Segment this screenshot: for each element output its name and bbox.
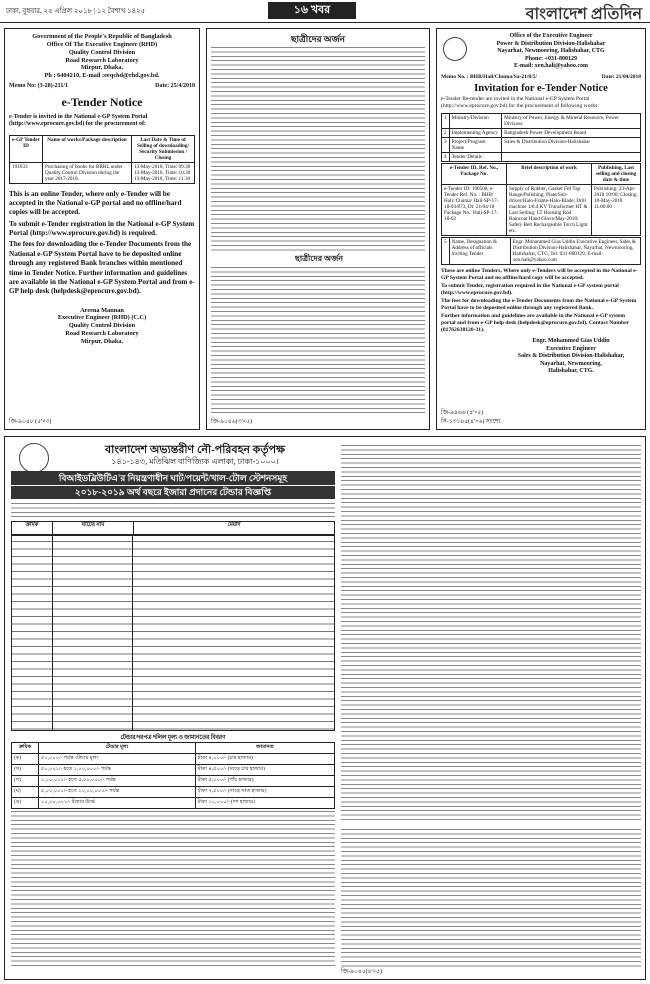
table-cell: 2 (442, 129, 450, 138)
table-cell: Engr. Mohammed Gias Uddin Executive Engineer, Sales & Distribution Division-Halishahar, Nayarhat, Newmooring, Halishahar, CTG, Tel: 031-800129, E-mail: xen.hali@yahoo.com (510, 238, 640, 265)
table-header: Brief description of work (507, 164, 592, 185)
biwta-logo-icon (19, 443, 49, 473)
table-cell: টাকা ৪,৫০০/- (সাড়ে চার হাজার) (195, 765, 334, 776)
sign-line: Areena Mannan (80, 306, 124, 314)
biwta-title: বিআইডব্লিউটিএ'র নিয়ন্ত্রণাধীন ঘাট/পয়েন্ট/খাল-টোল স্টেশনসমূহ (11, 471, 335, 485)
table-cell: Bangladesh Power Development Board (502, 129, 641, 138)
table-cell: ৫,০০,০০১/- হতে ১০,০০,০০০/- পর্যন্ত (39, 787, 196, 798)
memo-number: Memo No. : BHB/Hali/Chuma/Sa-21/8/5/ (441, 73, 537, 80)
fee-table (11, 742, 335, 809)
table-header: ঘাটের নাম (53, 522, 134, 534)
table-cell: 4 (442, 153, 450, 162)
table-header: Publishing, Last selling and closing date & time (592, 164, 641, 185)
org-line: Power & Distribution Division-Halishahar (496, 40, 606, 47)
bpdb-tender-notice (436, 28, 646, 430)
biwta-org: বাংলাদেশ অভ্যন্তরীণ নৌ-পরিবহন কর্তৃপক্ষ (104, 444, 286, 456)
ad-ref: জি-৯০৪৬(৩'×৫) (211, 418, 252, 425)
table-cell: (গ) (12, 776, 39, 787)
notice-para: To submit e-Tender registration in the National e-GP System Portal (http://www.eprocure.gov.bd) is required. (9, 219, 195, 238)
ghat-table-header (11, 521, 335, 535)
table-cell (502, 153, 641, 162)
table-row (12, 765, 335, 776)
org-line: Office of the Executive Engineer (509, 33, 593, 39)
table-cell: টাকা ৪,০০০/- (চার হাজার) (195, 754, 334, 765)
biwta-subtitle: ২০১৮-২০১৯ অর্থ বছরে ইজারা প্রদানের টেন্ডার বিজ্ঞপ্তি (11, 486, 335, 499)
newspaper-brand: বাংলাদেশ প্রতিদিন (525, 6, 642, 23)
table-cell: 1 (442, 114, 450, 129)
notice-intro: e-Tender Re-tender are invited in the National e-GP System Portal (http://www.eprocure.gov.bd) for the procurement of following works: (441, 96, 599, 110)
ad-ref: সি-১৩১৪৫(৪'×৬) সংশো. (441, 418, 502, 425)
org-line: Government of the People's Republic of Bangladesh (32, 33, 172, 40)
signature-block (5, 307, 199, 346)
biwta-tender-notice (4, 436, 646, 980)
table-cell: 13-May-2018, Time: 09:30 13-May-2018, Time: 10:30 13-May-2018, Time: 11:30 (132, 162, 195, 183)
notice-title: Invitation for e-Tender Notice (474, 83, 608, 95)
contact-line: Ph : 6404210, E-mail :eeqchd@rhd.gov.bd. (44, 72, 160, 80)
notice-para: The fees for downloading the e-Tender Documents from the National e-GP System Portal have to be deposited online through any registered Bank branches within mentioned time in Tender Notice. Further information and guidelines are available in the National e-GP System Portal and from e-GP help desk (helpdesk@eprocure.gov.bd). (9, 240, 195, 296)
sign-line: Nayarhat, Newmooring, (540, 360, 602, 367)
details-table (441, 113, 641, 162)
table-row (442, 185, 641, 236)
ad-ref: জি-৯৪৬৬ (৪'×৫) (441, 409, 484, 416)
header-date: ঢাকা, বুধবার, ২৫ এপ্রিল ২০১৮ | ১২ বৈশাখ ১৪২৫ (6, 7, 146, 15)
table-cell: ৫০,০০১/- হতে ১,০০,০০০/- পর্যন্ত (39, 765, 196, 776)
middle-title: ছাত্রীদের অর্জন (290, 34, 345, 44)
tender-table (9, 135, 195, 184)
table-cell: Publishing: 23-Apr-2018 10:00; Closing: 10-May-2018 11.00.00 (592, 185, 641, 236)
table-row (442, 129, 641, 138)
table-cell: (ক) (12, 754, 39, 765)
sign-line: Road Research Laboratory (65, 330, 139, 338)
table-row (12, 776, 335, 787)
table-cell: 191633 (10, 162, 43, 183)
notice-para: The fees for downloading the e-Tender Documents from the National e-GP System Portal have to be deposited online through any registered Bank. (441, 298, 637, 312)
notice-title: e-Tender Notice (61, 94, 143, 109)
table-cell: ৫০,০০০/- পর্যন্ত টেন্ডার মূল্য (39, 754, 196, 765)
biwta-address: ১৪১-১৪৩, মতিঝিল বাণিজ্যিক এলাকা, ঢাকা-১০০০। (111, 457, 279, 466)
org-line: E-mail: xen.hali@yahoo.com (513, 63, 589, 69)
notice-para: These are online Tenders, Where only e-Tenders will be accepted in the National e-GP System Portal and no offline/hard copy will be accepted. (441, 268, 638, 282)
org-line: Quality Control Division (68, 48, 136, 56)
sign-line: Sales & Distribution Division-Halishahar, (517, 353, 625, 360)
notice-para: To submit Tender, registration required in the National e-GP system portal (http://www.eprocure.gov.bd). (441, 283, 619, 297)
sign-line: Executive Engineer (RHD) (C.C) (57, 314, 147, 322)
table-header: Name of works/Package description (43, 135, 132, 162)
table-cell: টাকা ১০,০০০/- (দশ হাজার) (195, 798, 334, 809)
table-row (442, 138, 641, 153)
table-row (442, 238, 641, 265)
conditions-text-block (341, 827, 641, 967)
table-header: ক্রমিক (12, 743, 39, 754)
table-header: Last Date & Time of Selling of downloading/ Security Submission / Closing (132, 135, 195, 162)
rhd-tender-notice (4, 28, 200, 430)
org-line: Office Of The Executive Engineer (RHD) (46, 40, 158, 48)
table-cell: (ঘ) (12, 787, 39, 798)
table-row (10, 162, 195, 183)
table-cell: 3 (442, 138, 450, 153)
conditions-text-block (341, 443, 641, 823)
table-cell: Purchasing of books for BRRL under Quality Control Division during the year 2017-2018. (43, 162, 132, 183)
sign-line: Halishahar, CTG. (548, 368, 594, 375)
table-header: টেন্ডার মূল্য (39, 743, 196, 754)
table-header: e-Tender ID, Ref. No., Package No. (442, 164, 507, 185)
notice-para: This is an online Tender, where only e-Tender will be accepted in the National e-GP portal and no offline/hard copies will be accepted. (9, 189, 182, 217)
table-cell: Implementing Agency (449, 129, 502, 138)
table-row (12, 787, 335, 798)
sign-line: Quality Control Division (68, 322, 136, 330)
table-header: জামানত (195, 743, 334, 754)
memo-date: Date: 25/4/2018 (155, 83, 195, 90)
table-row (442, 114, 641, 129)
table-row (12, 798, 335, 809)
table-cell: 5 (442, 238, 450, 265)
table-cell: টাকা ৫,০০০/- (পাঁচ হাজার) (195, 776, 334, 787)
sign-line: Engr. Mohammed Gias Uddin (532, 338, 610, 345)
table-cell: e-Tender ID: 190508, e-Tender Ref. No. : BHB/ Hali/ Chuma/ Hali-SP-17-18-03/873, Dt: 21/04/18 Package No.: Hali-SP-17-18-02 (442, 185, 507, 236)
sign-line: Mirpur, Dhaka. (80, 338, 124, 346)
org-line: Road Research Laboratory (65, 56, 139, 64)
ghat-table-body (11, 535, 335, 731)
table-cell: (খ) (12, 765, 39, 776)
table-cell: Name, Designation & Address of officials inviting Tender (449, 238, 510, 265)
memo-date: Date: 21/04/2018 (601, 73, 641, 80)
table-header: e-GP Tender ID (10, 135, 43, 162)
table-cell: Supply of Rubber, Gasket Fill Tap Range/Polishing; Plate/Sub-driver/Halo-Frame-Halo-Blade; Drill machine 1/0.4 KV Transformer HT & Last Selling; LT Housing Rod Raincoat Hand Glove/May-2018; Safety Belt Rechargeable Torch Light etc. (507, 185, 592, 236)
table-cell: ১০,০০,০০১/- টাকার উর্দ্ধে (39, 798, 196, 809)
table-cell: (ঙ) (12, 798, 39, 809)
intro-text-block (11, 501, 335, 519)
table-cell: Sales & Distribution Division-Halishahar (502, 138, 641, 153)
middle-notice (206, 28, 430, 430)
table-cell: Project/Program Name (449, 138, 502, 153)
bpdb-logo-icon (443, 37, 467, 61)
table-row (442, 153, 641, 162)
page-header (0, 0, 650, 23)
tender-table (441, 163, 641, 236)
org-line: Mirpur, Dhaka. (80, 64, 124, 72)
table-header: মেয়াদ (227, 522, 241, 528)
page-label: ১৬ খবর (268, 2, 356, 19)
org-line: Phone: +031-800129 (525, 55, 577, 62)
signature-block (437, 338, 645, 376)
table-cell: টাকা ৭,৫০০/- (সাড়ে সাত হাজার) (195, 787, 334, 798)
notice-para: Further information and guidelines are available in the National e-GP system portal and from e-GP help desk (helpdesk@eprocure.gov.bd). Contact Number (01762638120-31). (441, 313, 629, 334)
table-cell: Ministry/Division (449, 114, 502, 129)
body-text-block (211, 265, 425, 415)
conditions-text-block (11, 809, 335, 969)
table-row (12, 754, 335, 765)
table-cell: Ministry of Power, Energy & Mineral Resource, Power Division. (502, 114, 641, 129)
body-text-block (211, 45, 425, 251)
sign-line: Executive Engineer (546, 345, 596, 352)
table-cell: Tender Details : (449, 153, 502, 162)
memo-number: Memo No: (3-28)-211/1 (9, 83, 68, 90)
table-header: ক্রমিক (12, 522, 53, 534)
table-cell: ১,০০,০০১/- হতে ৫,০০,০০০/- পর্যন্ত (39, 776, 196, 787)
ad-ref: জি-৯০৪৮ (৫'×৩) (9, 418, 52, 425)
fee-heading: টেন্ডার/দরপত্র দলিল মূল্য ও জামানতের বিবরণ (120, 735, 226, 741)
middle-subtitle: ছাত্রীদের অর্জন (294, 254, 343, 263)
notice-intro: e-Tender is invited in the National e-GP System Portal (http://www.eprocure.gov.bd) for the procurement of: (9, 113, 148, 128)
org-line: Nayarhat, Newmooring, Halishahar, CTG (497, 48, 605, 54)
officer-table (441, 237, 641, 265)
ad-ref: জি-৯০৪৫(৪'×৫) (341, 968, 382, 975)
